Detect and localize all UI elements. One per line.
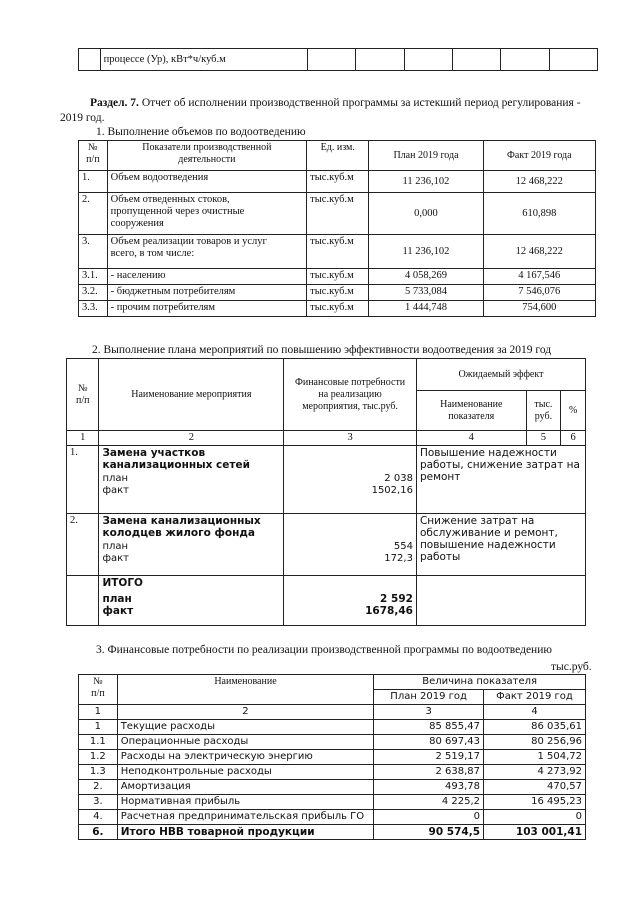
- table-row: [79, 235, 596, 269]
- t3-plan: 85 855,47: [374, 720, 484, 735]
- t2-h-effect: Ожидаемый эффект: [416, 359, 585, 391]
- t1-unit: тыс.куб.м: [307, 285, 369, 301]
- t3-name: Текущие расходы: [117, 720, 374, 735]
- t1-num: 3.2.: [79, 285, 108, 301]
- t2-fin-cell: [284, 514, 417, 576]
- t2-plan-label: план: [102, 541, 129, 552]
- t3-name: Неподконтрольные расходы: [117, 765, 374, 780]
- section-7-text: Отчет об исполнении производственной программы за истекший период регулирования -: [141, 97, 581, 109]
- cell: [404, 49, 452, 71]
- t3-num: 4.: [79, 810, 118, 825]
- table-row: [79, 795, 586, 810]
- cell: [308, 49, 356, 71]
- table-row: [79, 810, 586, 825]
- table-row: [79, 171, 596, 193]
- top-table-fragment: [78, 48, 598, 71]
- t1-h-plan: План 2019 года: [369, 141, 483, 171]
- t3-h-fact: Факт 2019 год: [484, 690, 586, 705]
- t3-name: Итого НВВ товарной продукции: [117, 825, 374, 840]
- t2-h-name: Наименование мероприятия: [99, 359, 284, 431]
- t1-unit: тыс.куб.м: [307, 301, 369, 317]
- table-row-total: [79, 825, 586, 840]
- t2-fact-label: факт: [102, 553, 130, 564]
- top-row-label: процессе (Ур), кВт*ч/куб.м: [100, 49, 308, 71]
- t3-h-plan: План 2019 год: [374, 690, 484, 705]
- cell: [549, 49, 597, 71]
- t3-fact: 103 001,41: [484, 825, 586, 840]
- t3-name: Операционные расходы: [117, 735, 374, 750]
- t1-h-name: Показатели производственной деятельности: [107, 141, 307, 171]
- cell: [79, 49, 101, 71]
- t2-item-title: Замена участков канализационных сетей: [102, 447, 250, 471]
- t3-h-num: № п/п: [79, 675, 118, 705]
- section-7-heading: [90, 96, 610, 110]
- t2-total-fin: [284, 576, 417, 626]
- t3-colnum: 2: [117, 705, 374, 720]
- t1-plan: 1 444,748: [369, 301, 483, 317]
- section-7-label: Раздел. 7.: [90, 97, 139, 109]
- table-row: [67, 446, 586, 514]
- table-volumes: [78, 140, 596, 317]
- t1-name: - бюджетным потребителям: [107, 285, 307, 301]
- section-7-text-2: 2019 год.: [60, 112, 105, 124]
- t1-num: 1.: [79, 171, 108, 193]
- table-row-total: [67, 576, 586, 626]
- t2-colnum: 6: [561, 431, 586, 446]
- t1-unit: тыс.куб.м: [307, 193, 369, 235]
- t1-fact: 12 468,222: [483, 171, 595, 193]
- cell: [67, 576, 99, 626]
- t3-plan: 4 225,2: [374, 795, 484, 810]
- t2-effect: Снижение затрат на обслуживание и ремонт, повышение надежности работы: [416, 514, 585, 576]
- t2-fin-cell: [284, 446, 417, 514]
- table3-unit: тыс.руб.: [551, 661, 592, 673]
- t1-name: - прочим потребителям: [107, 301, 307, 317]
- t1-name: Объем реализации товаров и услуг всего, в том числе:: [107, 235, 307, 269]
- t2-colnum: 2: [99, 431, 284, 446]
- t2-num: 2.: [67, 514, 99, 576]
- t1-name: Объем отведенных стоков, пропущенной через очистные сооружения: [107, 193, 307, 235]
- t3-plan: 493,78: [374, 780, 484, 795]
- t3-fact: 1 504,72: [484, 750, 586, 765]
- t2-h-fin: Финансовые потребности на реализацию мероприятия, тыс.руб.: [284, 359, 417, 431]
- t2-plan-label: план: [102, 473, 129, 484]
- t2-item-cell: [99, 446, 284, 514]
- t3-plan: 80 697,43: [374, 735, 484, 750]
- t3-fact: 16 495,23: [484, 795, 586, 810]
- t1-fact: 4 167,546: [483, 269, 595, 285]
- t3-num: 1.3: [79, 765, 118, 780]
- t1-fact: 12 468,222: [483, 235, 595, 269]
- t3-fact: 4 273,92: [484, 765, 586, 780]
- t1-fact: 7 546,076: [483, 285, 595, 301]
- t1-unit: тыс.куб.м: [307, 171, 369, 193]
- t3-h-name: Наименование: [117, 675, 374, 705]
- table-finance: [78, 674, 586, 840]
- t1-name: Объем водоотведения: [107, 171, 307, 193]
- t2-h-eff-name: Наименование показателя: [416, 391, 526, 431]
- table-row: [67, 514, 586, 576]
- t1-h-unit: Ед. изм.: [307, 141, 369, 171]
- t3-h-value: Величина показателя: [374, 675, 586, 690]
- table-row: [79, 780, 586, 795]
- t3-colnum: 4: [484, 705, 586, 720]
- t2-total-plan: 2 592: [380, 593, 413, 605]
- t3-colnum: 3: [374, 705, 484, 720]
- table-row: [79, 720, 586, 735]
- table2-title: 2. Выполнение плана мероприятий по повышению эффективности водоотведения за 2019 год: [92, 344, 552, 356]
- t3-fact: 86 035,61: [484, 720, 586, 735]
- t3-fact: 80 256,96: [484, 735, 586, 750]
- t2-total-fact: 1678,46: [365, 605, 413, 617]
- t2-plan-value: 2 038: [384, 473, 413, 484]
- t3-plan: 90 574,5: [374, 825, 484, 840]
- t2-colnum: 3: [284, 431, 417, 446]
- t1-fact: 754,600: [483, 301, 595, 317]
- t1-num: 2.: [79, 193, 108, 235]
- t3-fact: 470,57: [484, 780, 586, 795]
- t3-name: Амортизация: [117, 780, 374, 795]
- t2-item-title: Замена канализационных колодцев жилого фонда: [102, 515, 261, 539]
- t1-h-num: № п/п: [79, 141, 108, 171]
- t2-num: 1.: [67, 446, 99, 514]
- table-measures: [66, 358, 586, 626]
- t1-plan: 0,000: [369, 193, 483, 235]
- t3-num: 6.: [79, 825, 118, 840]
- t2-h-num: № п/п: [67, 359, 99, 431]
- t2-total-title: ИТОГО: [102, 577, 143, 589]
- table-row: [79, 285, 596, 301]
- table-row: [79, 269, 596, 285]
- table-row: [79, 735, 586, 750]
- cell: [453, 49, 501, 71]
- table1-title: 1. Выполнение объемов по водоотведению: [96, 126, 306, 138]
- t2-fact-value: 172,3: [384, 553, 413, 564]
- t2-total-plan-label: план: [102, 593, 132, 605]
- t2-item-cell: [99, 514, 284, 576]
- t3-num: 1: [79, 720, 118, 735]
- t1-unit: тыс.куб.м: [307, 269, 369, 285]
- t3-name: Нормативная прибыль: [117, 795, 374, 810]
- t2-colnum: 1: [67, 431, 99, 446]
- cell: [356, 49, 404, 71]
- t1-plan: 11 236,102: [369, 235, 483, 269]
- t1-h-fact: Факт 2019 года: [483, 141, 595, 171]
- t1-num: 3.1.: [79, 269, 108, 285]
- t1-unit: тыс.куб.м: [307, 235, 369, 269]
- t2-effect: Повышение надежности работы, снижение затрат на ремонт: [416, 446, 585, 514]
- t3-plan: 0: [374, 810, 484, 825]
- t2-fact-value: 1502,16: [371, 485, 413, 496]
- t1-plan: 11 236,102: [369, 171, 483, 193]
- t3-name: Расчетная предпринимательская прибыль ГО: [117, 810, 374, 825]
- t2-total-fact-label: факт: [102, 605, 134, 617]
- t3-num: 2.: [79, 780, 118, 795]
- t3-colnum: 1: [79, 705, 118, 720]
- t3-num: 3.: [79, 795, 118, 810]
- t1-num: 3.3.: [79, 301, 108, 317]
- t3-num: 1.2: [79, 750, 118, 765]
- t2-plan-value: 554: [393, 541, 413, 552]
- t1-name: - населению: [107, 269, 307, 285]
- t1-num: 3.: [79, 235, 108, 269]
- t2-h-eff-pct: %: [561, 391, 586, 431]
- cell: [501, 49, 549, 71]
- t3-name: Расходы на электрическую энергию: [117, 750, 374, 765]
- t3-fact: 0: [484, 810, 586, 825]
- t2-colnum: 4: [416, 431, 526, 446]
- t3-plan: 2 519,17: [374, 750, 484, 765]
- table-row: [79, 193, 596, 235]
- t1-plan: 5 733,084: [369, 285, 483, 301]
- t2-h-eff-rub: тыс. руб.: [526, 391, 561, 431]
- t3-num: 1.1: [79, 735, 118, 750]
- table-row: [79, 301, 596, 317]
- cell: [416, 576, 585, 626]
- table3-title: 3. Финансовые потребности по реализации производственной программы по водоотведению: [96, 644, 552, 656]
- t1-plan: 4 058,269: [369, 269, 483, 285]
- table-row: [79, 750, 586, 765]
- t2-fact-label: факт: [102, 485, 130, 496]
- t2-total-cell: [99, 576, 284, 626]
- t3-plan: 2 638,87: [374, 765, 484, 780]
- t2-colnum: 5: [526, 431, 561, 446]
- t1-fact: 610,898: [483, 193, 595, 235]
- table-row: [79, 765, 586, 780]
